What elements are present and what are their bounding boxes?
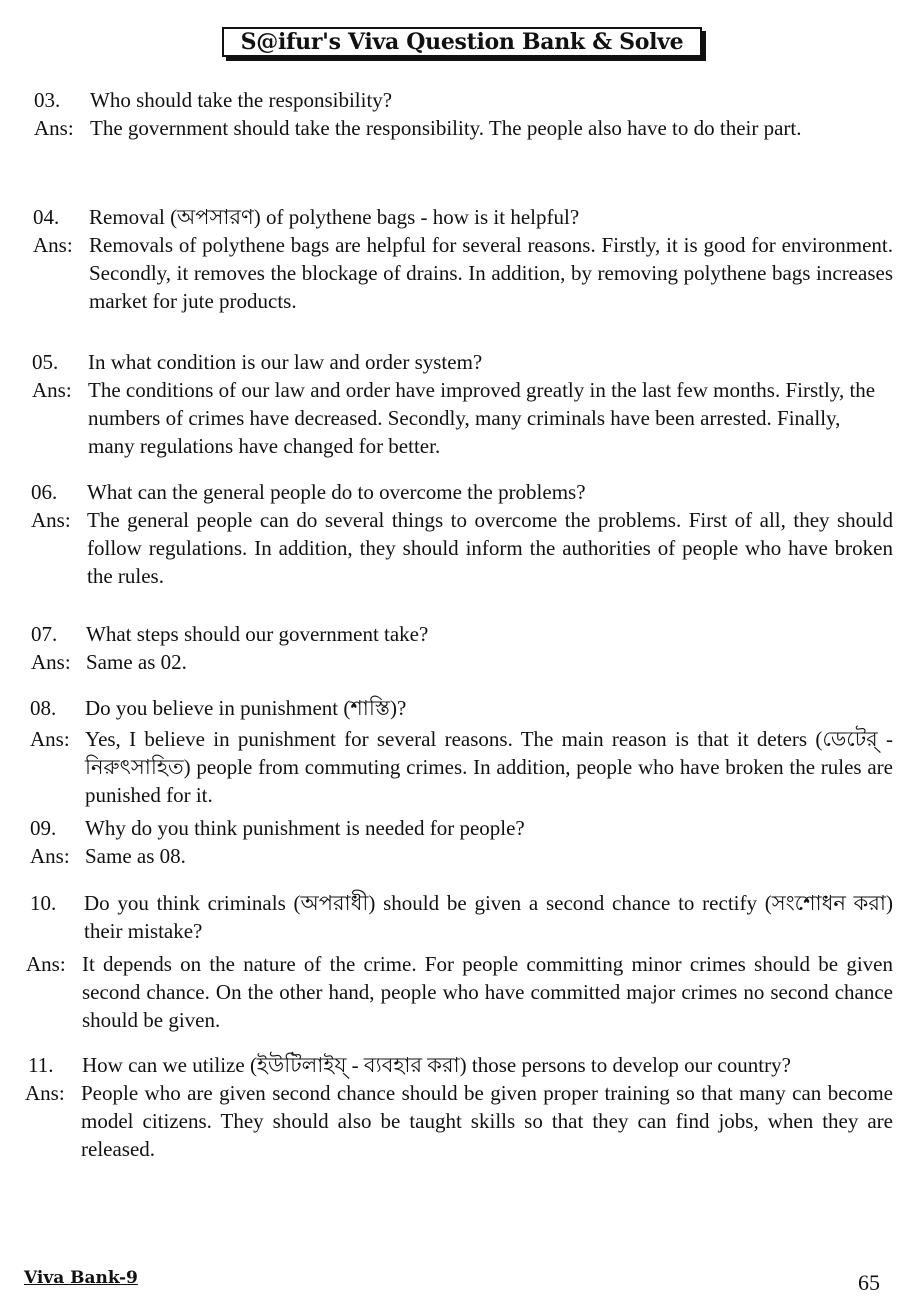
- question-text: What can the general people do to overcome the problems?: [87, 480, 586, 504]
- answer-row: [0, 231, 915, 315]
- question-number: 05.: [32, 350, 59, 374]
- answer-row: [0, 376, 915, 460]
- answer-label: Ans:: [31, 650, 71, 674]
- question-text: How can we utilize (ইউটিলাইয্ - ব্যবহার করা) those persons to develop our country?: [82, 1053, 791, 1077]
- answer-text: Yes, I believe in punishment for several reasons. The main reason is that it deters (ডেটের্ - নিরুৎসাহিত) people from commuting crimes. In addition, people who have broken the rules are punished for it.: [85, 727, 893, 807]
- answer-text: It depends on the nature of the crime. For people committing minor crimes should be given second chance. On the other hand, people who have committed major crimes no second chance should be given.: [82, 952, 893, 1032]
- page-number: 65: [858, 1270, 880, 1295]
- answer-label: Ans:: [32, 378, 72, 402]
- answer-row: [0, 506, 915, 590]
- question-number: 03.: [34, 88, 61, 112]
- qa-item-08: [0, 694, 915, 809]
- qa-item-05: [0, 348, 915, 460]
- question-number: 09.: [30, 816, 57, 840]
- answer-row: [0, 950, 915, 1034]
- answer-label: Ans:: [31, 508, 71, 532]
- question-number: 07.: [31, 622, 58, 646]
- answer-label: Ans:: [30, 844, 70, 868]
- question-row: [0, 889, 915, 945]
- answer-text: The conditions of our law and order have improved greatly in the last few months. Firstly, the numbers of crimes have decreased. Secondly, many criminals have been arrested. Finally, many regulations have changed for better.: [88, 378, 876, 458]
- answer-row: [0, 648, 915, 676]
- question-number: 10.: [30, 891, 57, 915]
- qa-item-10: [0, 889, 915, 1034]
- question-number: 08.: [30, 696, 57, 720]
- question-row: [0, 348, 915, 376]
- question-number: 11.: [28, 1053, 54, 1077]
- answer-label: Ans:: [33, 233, 73, 257]
- answer-row: [0, 725, 915, 809]
- question-text: What steps should our government take?: [86, 622, 429, 646]
- question-text: Why do you think punishment is needed for people?: [85, 816, 525, 840]
- question-row: [0, 203, 915, 231]
- footer-book-label: Viva Bank-9: [24, 1268, 138, 1288]
- page-header-title: S@ifur's Viva Question Bank & Solve: [222, 27, 702, 57]
- answer-row: [0, 114, 915, 142]
- qa-item-04: [0, 203, 915, 315]
- qa-item-06: [0, 478, 915, 590]
- answer-text: The general people can do several things to overcome the problems. First of all, they should follow regulations. In addition, they should inform the authorities of people who have broken the rules.: [87, 508, 893, 588]
- question-row: [0, 620, 915, 648]
- question-row: [0, 814, 915, 842]
- question-row: [0, 1051, 915, 1079]
- question-text: Who should take the responsibility?: [90, 88, 393, 112]
- question-text: In what condition is our law and order system?: [88, 350, 483, 374]
- answer-text: Same as 08.: [85, 844, 186, 868]
- question-text: Do you believe in punishment (শাস্তি)?: [85, 696, 407, 720]
- answer-row: [0, 1079, 915, 1163]
- answer-text: The government should take the responsibility. The people also have to do their part.: [90, 116, 802, 140]
- answer-text: People who are given second chance should be given proper training so that many can become model citizens. They should also be taught skills so that they can find jobs, when they are released.: [81, 1081, 893, 1161]
- answer-label: Ans:: [30, 727, 70, 751]
- qa-item-07: [0, 620, 915, 676]
- question-number: 04.: [33, 205, 60, 229]
- answer-label: Ans:: [26, 952, 66, 976]
- qa-item-11: [0, 1051, 915, 1163]
- qa-item-03: [0, 86, 915, 142]
- answer-text: Removals of polythene bags are helpful for several reasons. Firstly, it is good for environment. Secondly, it removes the blockage of drains. In addition, by removing polythene bags increases market for jute products.: [89, 233, 893, 313]
- question-number: 06.: [31, 480, 58, 504]
- qa-item-09: [0, 814, 915, 870]
- answer-row: [0, 842, 915, 870]
- answer-label: Ans:: [25, 1081, 65, 1105]
- question-text: Removal (অপসারণ) of polythene bags - how is it helpful?: [89, 205, 580, 229]
- answer-text: Same as 02.: [86, 650, 187, 674]
- question-row: [0, 478, 915, 506]
- answer-label: Ans:: [34, 116, 74, 140]
- question-row: [0, 86, 915, 114]
- question-row: [0, 694, 915, 722]
- question-text: Do you think criminals (অপরাধী) should be given a second chance to rectify (সংশোধন করা) their mistake?: [84, 891, 893, 943]
